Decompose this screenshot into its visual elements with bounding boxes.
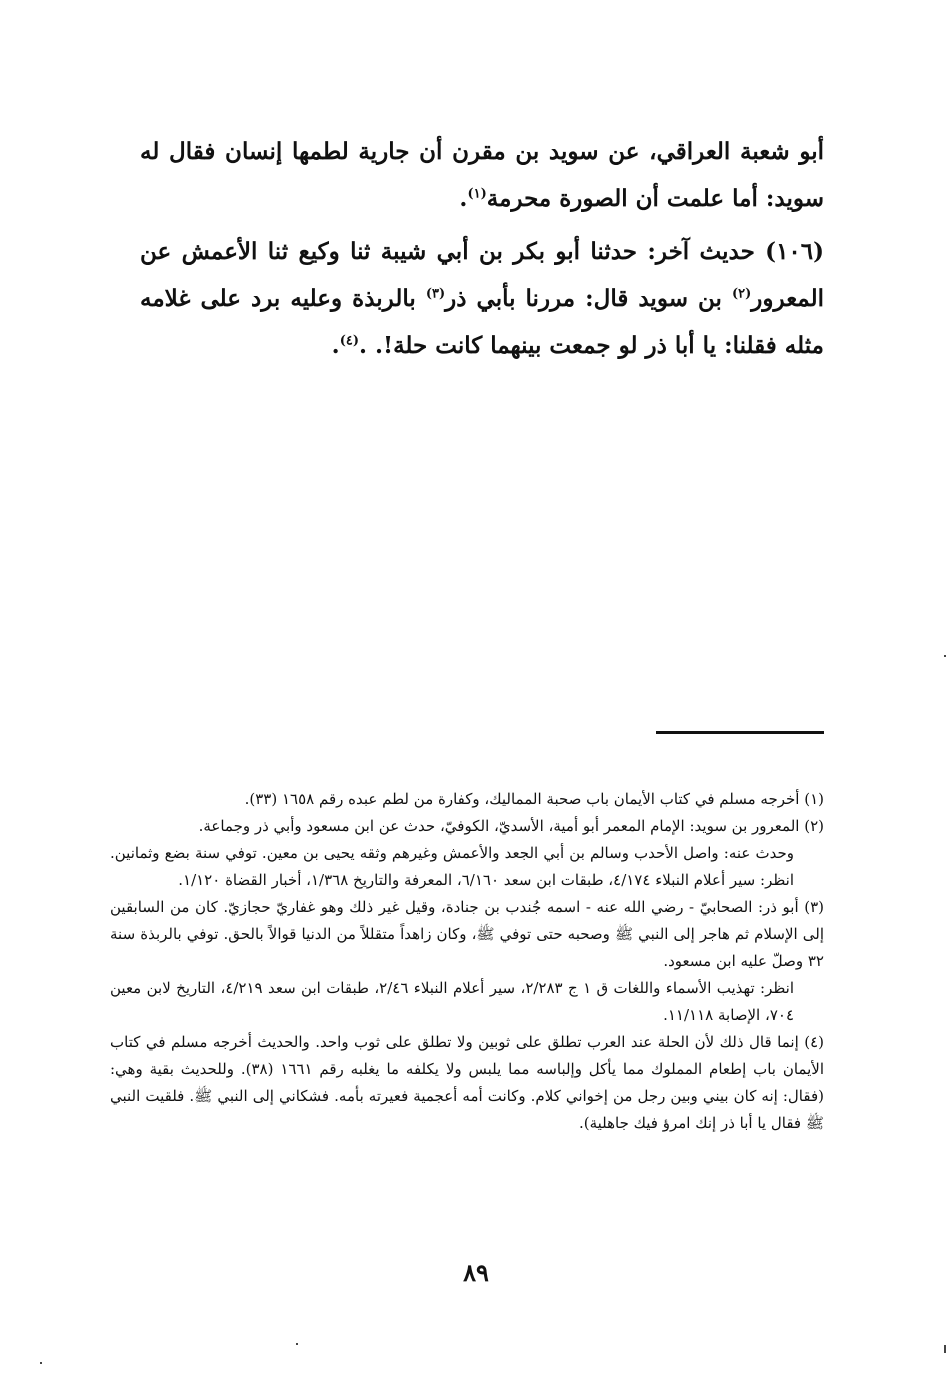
paragraph-continuation [140, 128, 824, 222]
hadith-text-part-2: بن سويد قال: مررنا بأبي ذر [445, 285, 732, 312]
footnote-marker-1[interactable]: (١) [467, 186, 487, 202]
footnote-2-continuation: وحدث عنه: واصل الأحدب وسالم بن أبي الجعد والأعمش وغيرهم وثقه يحيى بن معين. توفي سنة بضع وثمانين. انظر: سير أعلام النبلاء ٤/١٧٤، طبقات ابن سعد ٦/١٦٠، المعرفة والتاريخ ١/٣٦٨، أخبار القضاة ١/١٢٠. [110, 844, 794, 889]
hadith-heading: (١٠٦) حديث آخر: [647, 238, 825, 265]
page-number: ٨٩ [463, 1258, 489, 1287]
scan-speck [944, 1345, 946, 1353]
footnote-marker-4[interactable]: (٤) [339, 333, 359, 349]
hadith-text-part-3: بالربذة وعليه برد على غلامه مثله فقلنا: يا أبا ذر لو جمعت بينهما كانت حلة!. . [140, 285, 824, 359]
paragraph-end-dot: . [331, 332, 340, 359]
footnote-marker-3[interactable]: (٣) [425, 286, 446, 302]
footnote-separator [656, 731, 824, 734]
scan-speck [296, 1343, 298, 1345]
scan-speck [944, 655, 946, 657]
footnote-3: (٣) أبو ذر: الصحابيّ - رضي الله عنه - اسمه جُندب بن جنادة، وقيل غير ذلك وهو غفاريّ حجازيّ. كان من السابقين إلى الإسلام ثم هاجر إلى النبي ﷺ وصحبه حتى توفي ﷺ، وكان زاهداً متقللاً من الدنيا قوالاً بالحق. توفي بالربذة سنة ٣٢ وصلّ عليه ابن مسعود. [110, 898, 824, 970]
footnote-marker-2[interactable]: (٢) [732, 286, 752, 302]
main-text-block [140, 128, 824, 369]
footnote-2: (٢) المعرور بن سويد: الإمام المعمر أبو أمية، الأسديّ، الكوفيّ، حدث عن ابن مسعود وأبي ذر وجماعة. [198, 817, 824, 835]
footnote-4: (٤) إنما قال ذلك لأن الحلة عند العرب تطلق على ثوبين ولا تطلق على ثوب واحد. والحديث أخرجه مسلم في كتاب الأيمان باب إطعام المملوك مما يأكل وإلباسه مما يلبس ولا يكلفه ما يغلبه رقم ١٦٦١ (٣٨). وللحديث بقية وهي: (فقال: إنه كان بيني وبين رجل من إخواني كلام. وكانت أمه أعجمية فعيرته بأمه. فشكاني إلى النبي ﷺ. فلقيت النبي ﷺ فقال يا أبا ذر إنك امرؤ فيك جاهلية). [110, 1033, 824, 1132]
paragraph-text: أبو شعبة العراقي، عن سويد بن مقرن أن جارية لطمها إنسان فقال له سويد: أما علمت أن الصورة محرمة [140, 138, 824, 212]
paragraph-end-dot: . [459, 185, 468, 212]
footnote-3-references: انظر: تهذيب الأسماء واللغات ق ١ ج ٢/٢٨٣، سير أعلام النبلاء ٢/٤٦، طبقات ابن سعد ٤/٢١٩، التاريخ لابن معين ٧٠٤، الإصابة ١١/١١٨. [110, 979, 794, 1024]
scan-speck [40, 1362, 42, 1364]
paragraph-hadith-106 [140, 228, 824, 369]
hadith-text-part-1: حدثنا أبو بكر بن أبي شيبة ثنا وكيع ثنا الأعمش عن المعرور [140, 238, 824, 312]
footnotes-block [110, 786, 824, 1137]
footnote-1: (١) أخرجه مسلم في كتاب الأيمان باب صحبة المماليك، وكفارة من لطم عبده رقم ١٦٥٨ (٣٣). [244, 790, 824, 808]
